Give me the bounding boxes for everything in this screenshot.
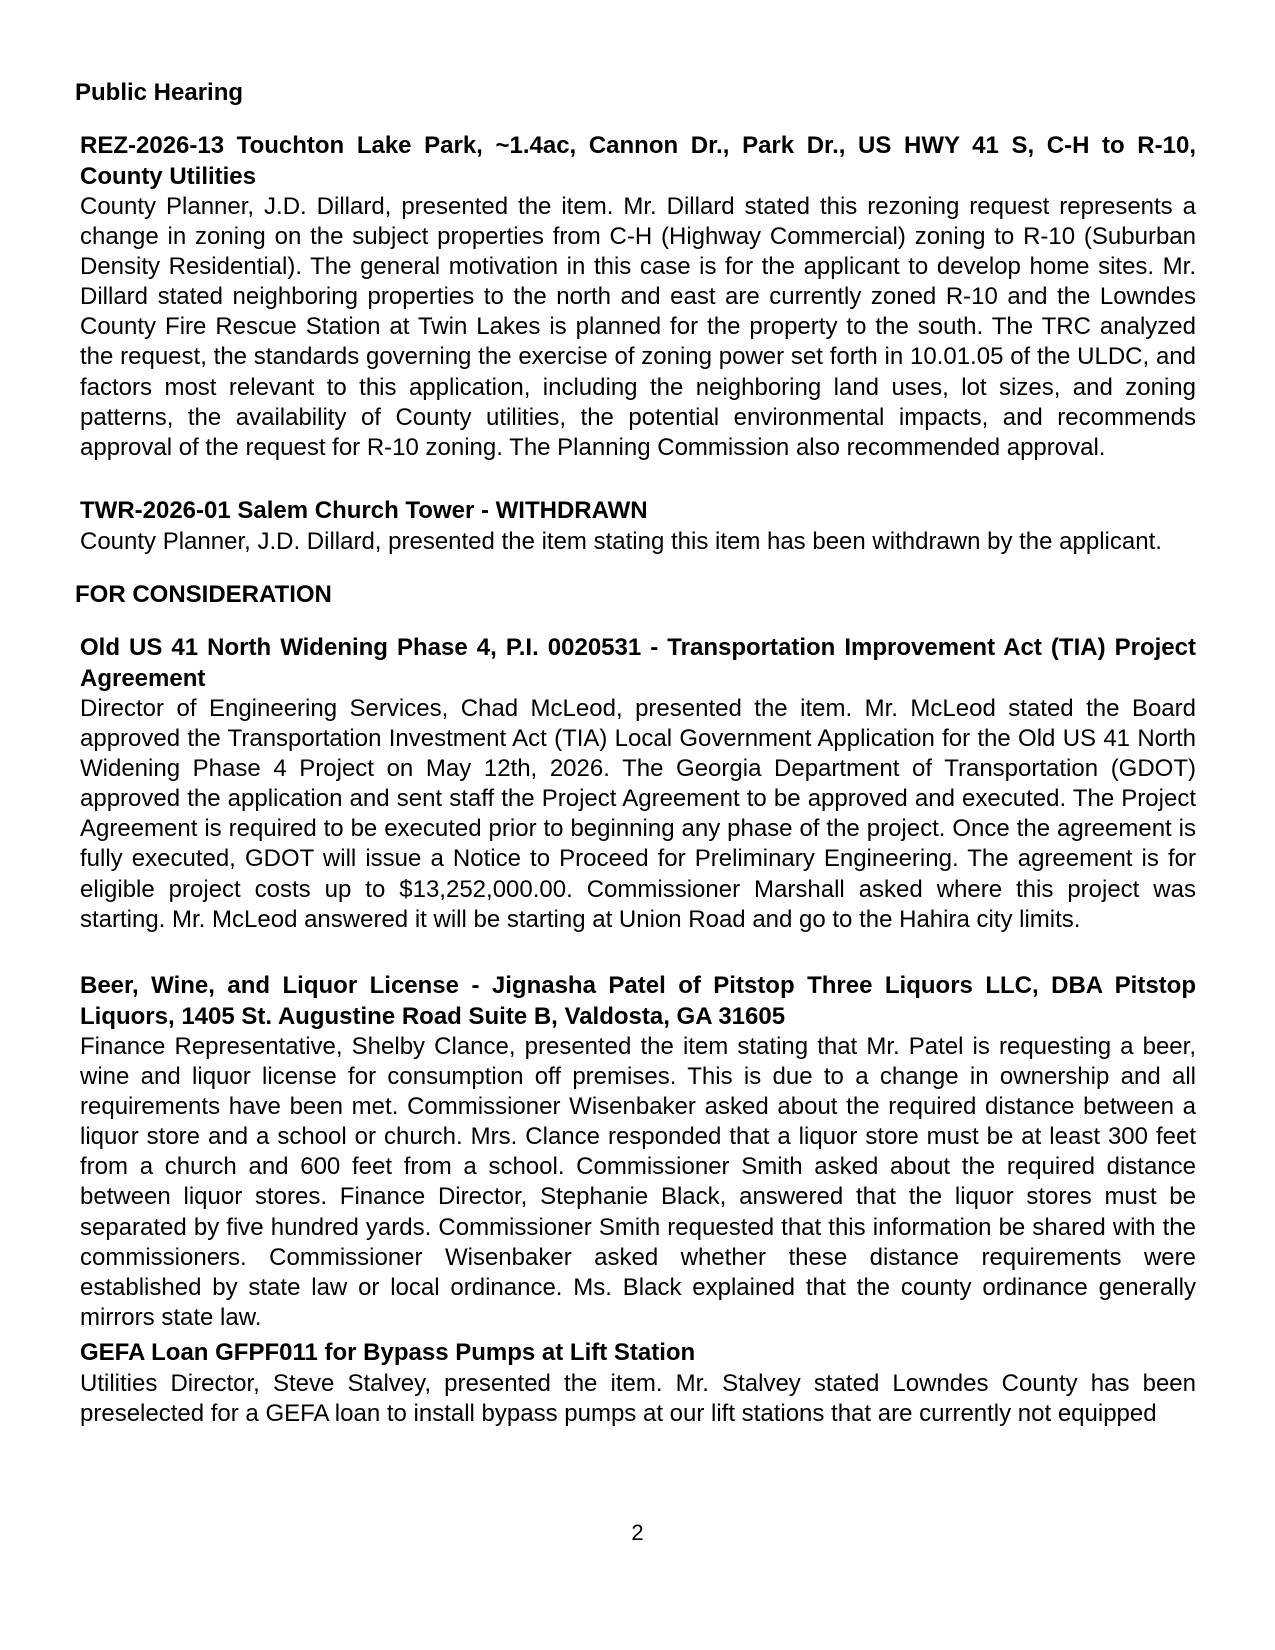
item-title: TWR-2026-01 Salem Church Tower - WITHDRAWN	[80, 497, 648, 524]
item-body: County Planner, J.D. Dillard, presented the item stating this item has been withdrawn by the applicant.	[80, 527, 1162, 555]
item-title: REZ-2026-13 Touchton Lake Park, ~1.4ac, Cannon Dr., Park Dr., US HWY 41 S, C-H to R-10, County Utilities	[80, 132, 1196, 190]
agenda-item-liquor-license	[80, 971, 1196, 1333]
agenda-item-rez-2026-13	[80, 131, 1196, 463]
item-body: Finance Representative, Shelby Clance, presented the item stating that Mr. Patel is requesting a beer, wine and liquor license for consumption off premises. This is due to a change in ownership and all requirements have been met. Commissioner Wisenbaker asked about the required distance between a liquor store and a school or church. Mrs. Clance responded that a liquor store must be at least 300 feet from a church and 600 feet from a school. Commissioner Smith asked about the required distance between liquor stores. Finance Director, Stephanie Black, answered that the liquor stores must be separated by five hundred yards. Commissioner Smith requested that this information be shared with the commissioners. Commissioner Wisenbaker asked whether these distance requirements were established by state law or local ordinance. Ms. Black explained that the county ordinance generally mirrors state law.	[80, 1033, 1196, 1331]
item-title: GEFA Loan GFPF011 for Bypass Pumps at Lift Station	[80, 1339, 696, 1366]
item-title: Beer, Wine, and Liquor License - Jignasha Patel of Pitstop Three Liquors LLC, DBA Pitstop Liquors, 1405 St. Augustine Road Suite B, Valdosta, GA 31605	[80, 972, 1196, 1030]
item-body: Director of Engineering Services, Chad McLeod, presented the item. Mr. McLeod stated the Board approved the Transportation Investment Act (TIA) Local Government Application for the Old US 41 North Widening Phase 4 Project on May 12th, 2026. The Georgia Department of Transportation (GDOT) approved the application and sent staff the Project Agreement to be approved and executed. The Project Agreement is required to be executed prior to beginning any phase of the project. Once the agreement is fully executed, GDOT will issue a Notice to Proceed for Preliminary Engineering. The agreement is for eligible project costs up to $13,252,000.00. Commissioner Marshall asked where this project was starting. Mr. McLeod answered it will be starting at Union Road and go to the Hahira city limits.	[80, 695, 1196, 933]
page-number: 2	[631, 1520, 644, 1545]
section-title-for-consideration: FOR CONSIDERATION	[75, 581, 332, 608]
agenda-item-gefa-loan	[80, 1338, 1196, 1429]
item-title: Old US 41 North Widening Phase 4, P.I. 0020531 - Transportation Improvement Act (TIA) Project Agreement	[80, 634, 1196, 692]
section-title-public-hearing: Public Hearing	[75, 79, 244, 106]
agenda-item-twr-2026-01	[80, 496, 1196, 557]
item-body: County Planner, J.D. Dillard, presented the item. Mr. Dillard stated this rezoning request represents a change in zoning on the subject properties from C-H (Highway Commercial) zoning to R-10 (Suburban Density Residential). The general motivation in this case is for the applicant to develop home sites. Mr. Dillard stated neighboring properties to the north and east are currently zoned R-10 and the Lowndes County Fire Rescue Station at Twin Lakes is planned for the property to the south. The TRC analyzed the request, the standards governing the exercise of zoning power set forth in 10.01.05 of the ULDC, and factors most relevant to this application, including the neighboring land uses, lot sizes, and zoning patterns, the availability of County utilities, the potential environmental impacts, and recommends approval of the request for R-10 zoning. The Planning Commission also recommended approval.	[80, 193, 1196, 461]
agenda-item-old-us-41-widening	[80, 633, 1196, 935]
item-body: Utilities Director, Steve Stalvey, presented the item. Mr. Stalvey stated Lowndes County has been preselected for a GEFA loan to install bypass pumps at our lift stations that are currently not equipped	[80, 1369, 1196, 1427]
